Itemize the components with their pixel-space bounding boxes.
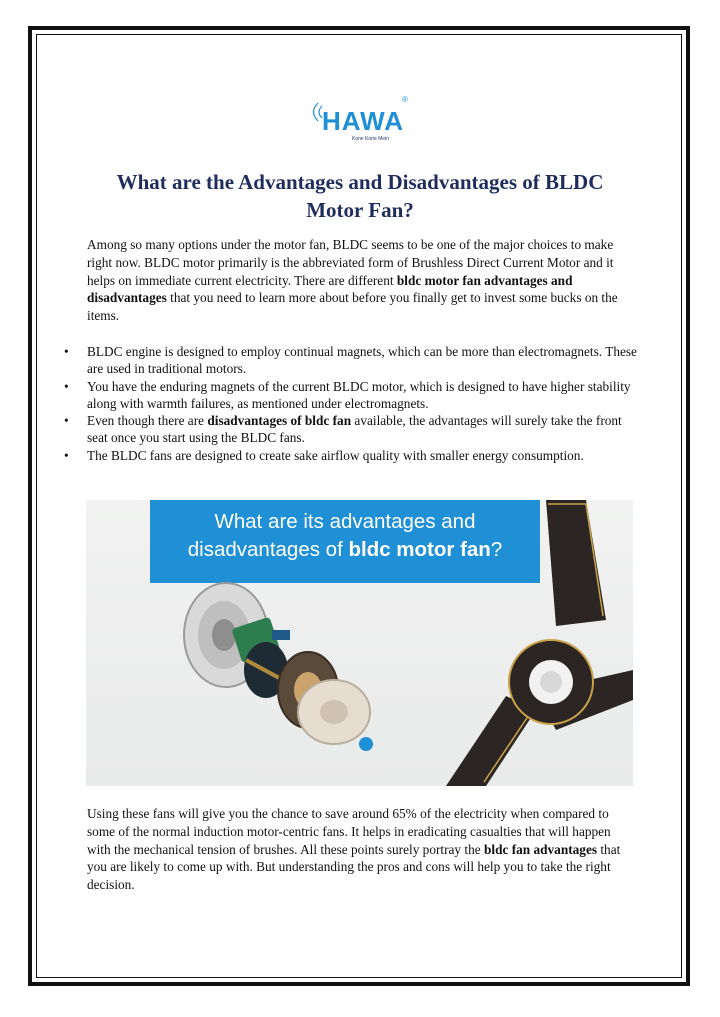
intro-bold-phrase: bldc motor fan advantages and disadvantages bbox=[87, 272, 573, 306]
closing-paragraph bbox=[87, 805, 637, 894]
bullet-list bbox=[64, 343, 639, 464]
intro-text-2: that you need to learn more about before you finally get to invest some bucks on the items. bbox=[87, 290, 618, 324]
bullet-icon: • bbox=[64, 447, 69, 463]
list-item: • Even though there are disadvantages of bldc fan available, the advantages will surely take the front seat once you start using the BLDC fans. bbox=[64, 413, 622, 446]
bldc-motor-illustration bbox=[184, 583, 373, 751]
intro-paragraph bbox=[87, 236, 637, 325]
intro-text-1: Among so many options under the motor fan, BLDC seems to be one of the major choices to make right now. BLDC motor primarily is the abbreviated form of Brushless Direct Current Motor and it helps on immediate current electricity. There are different bbox=[87, 237, 614, 288]
logo-wordmark: HAWA bbox=[322, 106, 404, 136]
banner-line-1: What are its advantages and bbox=[214, 510, 476, 533]
closing-bold-phrase: bldc fan advantages bbox=[483, 841, 598, 857]
hawa-logo bbox=[308, 92, 412, 148]
bullet-bold-phrase: disadvantages of bldc fan bbox=[207, 413, 352, 429]
bullet-icon: • bbox=[64, 413, 69, 429]
ceiling-fan-illustration bbox=[446, 500, 633, 786]
page-title: What are the Advantages and Disadvantages of BLDC Motor Fan? bbox=[116, 170, 604, 222]
list-item: • BLDC engine is designed to employ continual magnets, which can be more than electromagnets. These are used in traditional motors. bbox=[64, 344, 637, 377]
list-item: • You have the enduring magnets of the current BLDC motor, which is designed to have higher stability along with warmth failures, as mentioned under electromagnets. bbox=[64, 378, 631, 411]
registered-mark: ® bbox=[402, 95, 408, 104]
bullet-icon: • bbox=[64, 344, 69, 359]
logo-tagline: Kone Kone Mein bbox=[352, 136, 389, 142]
closing-text-2: that you are likely to come up with. But understanding the pros and cons will help you to take the right decision. bbox=[87, 841, 621, 893]
closing-text-1: Using these fans will give you the chance to save around 65% of the electricity when compared to some of the normal induction motor-centric fans. It helps in eradicating casualties that will happen with the mechanical tension of brushes. All these points surely portray the bbox=[87, 806, 611, 857]
list-item: • The BLDC fans are designed to create sake airflow quality with smaller energy consumption. bbox=[64, 447, 584, 463]
banner-illustration bbox=[86, 500, 633, 786]
fan-banner-image bbox=[86, 500, 633, 786]
bullet-icon: • bbox=[64, 378, 69, 394]
banner-line-2: disadvantages of bldc motor fan? bbox=[187, 538, 503, 561]
